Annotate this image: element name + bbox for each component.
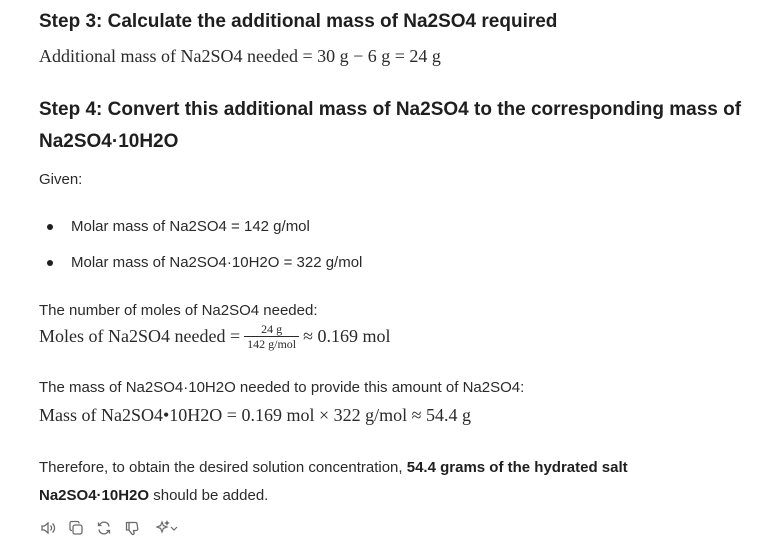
moles-equation	[39, 322, 391, 351]
step4-heading-line1: Step 4: Convert this additional mass of Na2SO4 to the corresponding mass of	[39, 99, 742, 120]
step4-heading-line2: Na2SO4·10H2O	[39, 131, 179, 152]
response-toolbar	[39, 519, 181, 537]
conclusion-bold-1: 54.4 grams of the hydrated salt	[406, 459, 628, 476]
step3-equation: Additional mass of Na2SO4 needed = 30 g − 6 g = 24 g	[39, 46, 441, 66]
conclusion-bold-2: Na2SO4·10H2O	[39, 487, 150, 504]
moles-denominator: 142 g/mol	[247, 337, 297, 351]
mass-equation: Mass of Na2SO4•10H2O = 0.169 mol × 322 g/mol ≈ 54.4 g	[39, 405, 471, 425]
mass-intro: The mass of Na2SO4·10H2O needed to provide this amount of Na2SO4:	[39, 379, 525, 396]
given-list	[39, 216, 362, 274]
speaker-icon[interactable]	[39, 519, 57, 537]
dislike-icon[interactable]	[123, 519, 141, 537]
list-item: Molar mass of Na2SO4 = 142 g/mol	[39, 216, 362, 238]
moles-intro: The number of moles of Na2SO4 needed:	[39, 302, 318, 319]
moles-rhs: ≈ 0.169 mol	[303, 326, 391, 346]
moles-numerator: 24 g	[244, 322, 299, 337]
step3-heading: Step 3: Calculate the additional mass of Na2SO4 required	[39, 11, 558, 32]
conclusion-suffix: should be added.	[149, 487, 269, 504]
regenerate-icon[interactable]	[95, 519, 113, 537]
conclusion-prefix: Therefore, to obtain the desired solution concentration,	[39, 459, 407, 476]
list-item: Molar mass of Na2SO4·10H2O = 322 g/mol	[39, 252, 362, 274]
conclusion	[39, 454, 699, 510]
moles-lhs: Moles of Na2SO4 needed =	[39, 326, 241, 346]
copy-icon[interactable]	[67, 519, 85, 537]
given-label: Given:	[39, 171, 83, 188]
moles-fraction	[244, 322, 299, 351]
sparkle-icon[interactable]	[151, 519, 181, 537]
